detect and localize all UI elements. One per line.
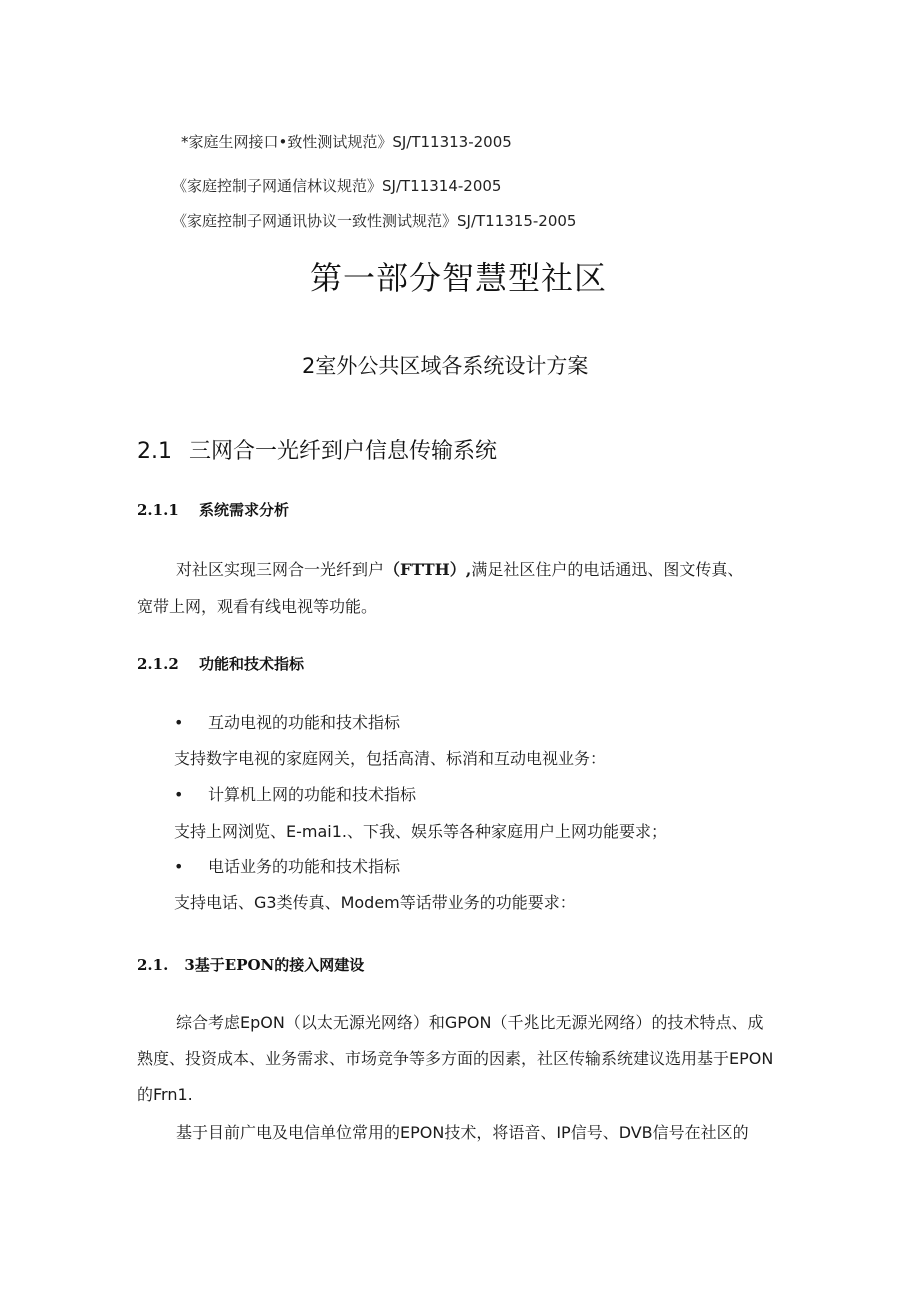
bullet-icon: • [174,713,184,732]
bullet-item-phone [174,854,400,877]
subsection-3-number-tail: 3基于EPON [184,956,275,974]
paragraph-epon-line-4: 基于目前广电及电信单位常用的EPON技术，将语音、IP信号、DVB信号在社区的 [176,1123,749,1142]
ftth-text-a: 对社区实现三网合一光纤到户 [176,560,385,579]
reference-3: 《家庭控制子网通讯协议一致性测试规范》SJ/T11315-2005 [172,212,577,230]
paragraph-epon-line-1: 综合考虑EpON（以太无源光网络）和GPON（千兆比无源光网络）的技术特点、成 [176,1013,764,1032]
reference-2: 《家庭控制子网通信林议规范》SJ/T11314-2005 [172,177,502,195]
subsection-2-heading [137,653,304,674]
section-heading [137,434,497,465]
subsection-2-number: 2.1.2 [137,655,179,673]
part-title: 第一部分智慧型社区 [310,259,608,297]
chapter-title: 2室外公共区域各系统设计方案 [302,354,589,378]
section-number: 2.1 [137,439,172,464]
subsection-1-title: 系统需求分析 [199,501,290,519]
bullet-desc-tv: 支持数字电视的家庭网关，包括高清、标消和互动电视业务： [174,749,607,768]
paragraph-ftth-line-2: 宽带上网，观看有线电视等功能。 [137,597,378,616]
reference-1: *家庭生网接口•致性测试规范》SJ/T11313-2005 [181,133,512,151]
bullet-desc-phone: 支持电话、G3类传真、Modem等话带业务的功能要求： [174,893,576,912]
subsection-3-title: 的接入网建设 [274,956,365,974]
bullet-item-tv-label: 互动电视的功能和技术指标 [208,713,401,732]
bullet-item-internet-label: 计算机上网的功能和技术指标 [208,785,417,804]
section-title: 三网合一光纤到户信息传输系统 [189,439,498,464]
subsection-1-number: 2.1.1 [137,501,179,519]
ftth-text-b: 满足社区住户的电话通迅、图文传真、 [471,560,744,579]
subsection-3-number: 2.1. [137,956,169,974]
bullet-item-internet [174,782,416,805]
paragraph-epon-line-2: 熟度、投资成本、业务需求、市场竞争等多方面的因素，社区传输系统建议选用基于EPON [137,1049,774,1068]
ftth-abbrev: （FTTH）, [384,560,472,579]
paragraph-epon-line-3: 的Frn1. [137,1085,193,1104]
bullet-desc-internet: 支持上网浏览、E-mai1.、下我、娱乐等各种家庭用户上网功能要求； [174,822,667,841]
paragraph-ftth-line-1 [176,557,743,580]
bullet-icon: • [174,857,184,876]
bullet-item-phone-label: 电话业务的功能和技术指标 [208,857,401,876]
subsection-1-heading [137,499,289,520]
subsection-2-title: 功能和技术指标 [199,655,305,673]
subsection-3-heading [137,954,364,975]
bullet-icon: • [174,785,184,804]
bullet-item-tv [174,710,400,733]
